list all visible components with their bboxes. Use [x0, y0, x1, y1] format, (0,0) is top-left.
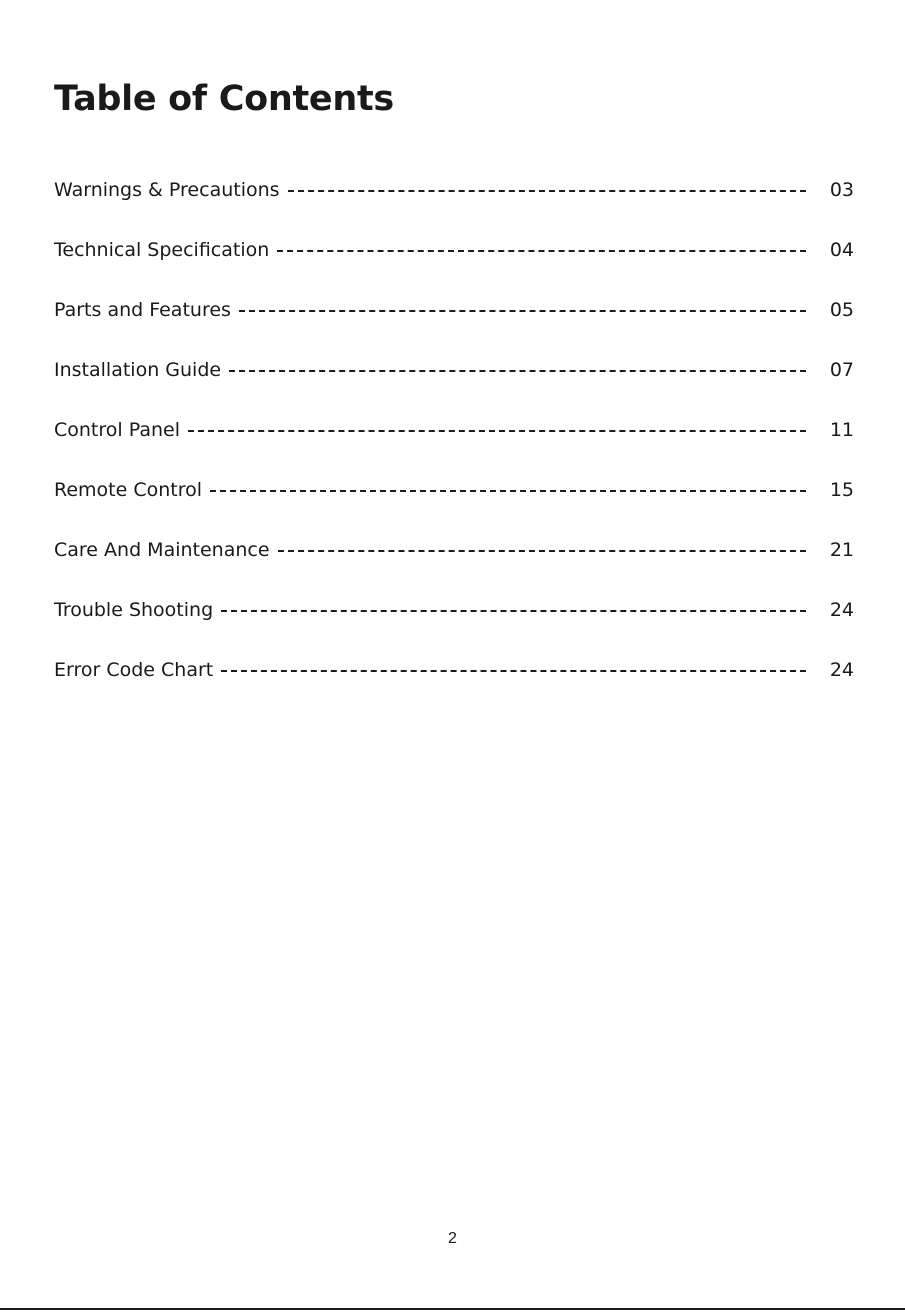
- toc-entry-label: Remote Control: [54, 479, 203, 501]
- toc-dot-leader: [288, 190, 806, 192]
- page-number: 2: [448, 1230, 457, 1247]
- toc-entry-error-code-chart[interactable]: [54, 640, 854, 700]
- toc-entry-label: Installation Guide: [54, 359, 222, 381]
- toc-entry-page: 05: [829, 299, 854, 321]
- toc-dot-leader: [221, 670, 806, 672]
- toc-entry-label: Warnings & Precautions: [54, 179, 280, 201]
- toc-entry-page: 03: [829, 179, 854, 201]
- toc-entry-remote-control[interactable]: [54, 460, 854, 520]
- toc-entry-page: 07: [829, 359, 854, 381]
- page-title: Table of Contents: [54, 79, 394, 119]
- toc-entry-installation-guide[interactable]: [54, 340, 854, 400]
- toc-dot-leader: [210, 490, 806, 492]
- toc-entry-label: Technical Specification: [54, 239, 270, 261]
- toc-entry-control-panel[interactable]: [54, 400, 854, 460]
- toc-entry-page: 11: [829, 419, 854, 441]
- toc-entry-label: Error Code Chart: [54, 659, 214, 681]
- bottom-rule: [0, 1308, 905, 1310]
- toc-dot-leader: [278, 550, 806, 552]
- toc-entry-page: 04: [829, 239, 854, 261]
- table-of-contents: [54, 160, 854, 700]
- toc-entry-technical-specification[interactable]: [54, 220, 854, 280]
- toc-entry-page: 24: [829, 599, 854, 621]
- toc-entry-page: 21: [829, 539, 854, 561]
- toc-entry-page: 15: [829, 479, 854, 501]
- toc-entry-label: Care And Maintenance: [54, 539, 270, 561]
- toc-dot-leader: [277, 250, 806, 252]
- toc-dot-leader: [229, 370, 806, 372]
- toc-dot-leader: [221, 610, 806, 612]
- toc-entry-parts-and-features[interactable]: [54, 280, 854, 340]
- toc-entry-care-and-maintenance[interactable]: [54, 520, 854, 580]
- toc-entry-warnings-precautions[interactable]: [54, 160, 854, 220]
- toc-entry-label: Trouble Shooting: [54, 599, 214, 621]
- toc-entry-label: Control Panel: [54, 419, 180, 441]
- toc-dot-leader: [239, 310, 806, 312]
- toc-entry-page: 24: [829, 659, 854, 681]
- toc-entry-label: Parts and Features: [54, 299, 231, 321]
- toc-entry-trouble-shooting[interactable]: [54, 580, 854, 640]
- toc-dot-leader: [188, 430, 806, 432]
